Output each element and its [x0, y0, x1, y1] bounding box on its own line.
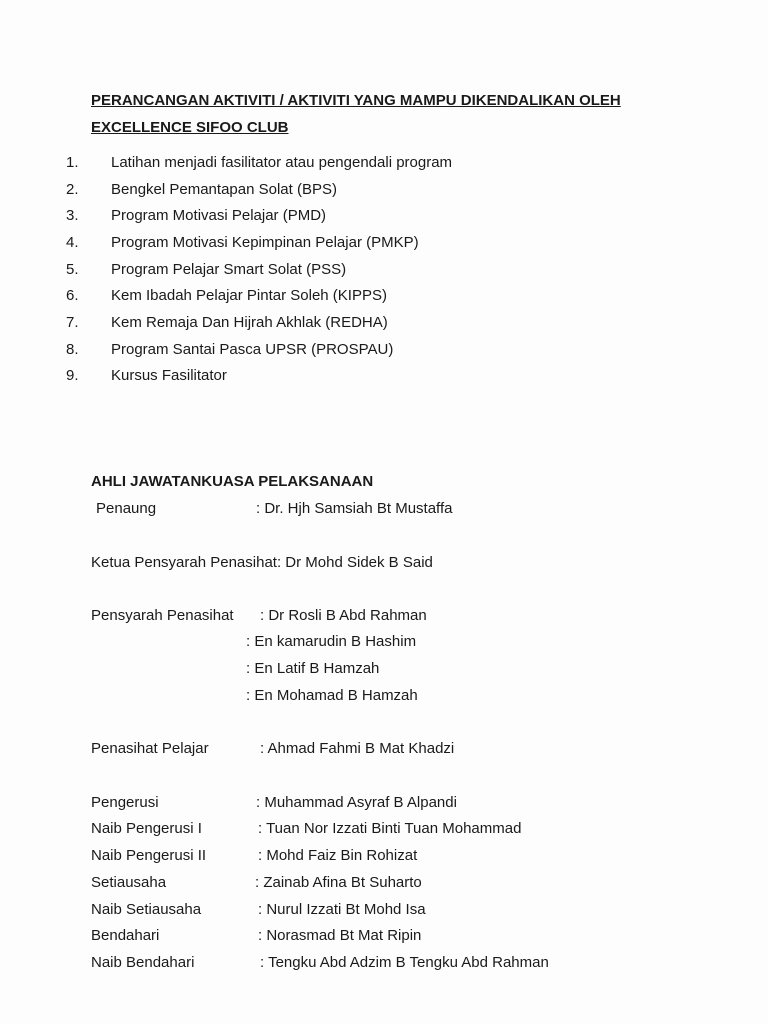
- activity-number: 2.: [66, 181, 79, 198]
- role-label: Naib Pengerusi I: [91, 820, 202, 837]
- activity-text: Program Santai Pasca UPSR (PROSPAU): [111, 341, 394, 358]
- activity-number: 6.: [66, 287, 79, 304]
- activity-text: Bengkel Pemantapan Solat (BPS): [111, 181, 337, 198]
- activity-number: 1.: [66, 154, 79, 171]
- role-value: : Zainab Afina Bt Suharto: [255, 874, 422, 891]
- role-value: : Norasmad Bt Mat Ripin: [258, 927, 422, 944]
- role-value: : Mohd Faiz Bin Rohizat: [258, 847, 418, 864]
- role-value: : En kamarudin B Hashim: [246, 633, 417, 650]
- activity-text: Kursus Fasilitator: [111, 367, 227, 384]
- activity-text: Latihan menjadi fasilitator atau pengendali program: [111, 154, 453, 171]
- role-label: Penasihat Pelajar: [91, 740, 209, 757]
- committee-title: AHLI JAWATANKUASA PELAKSANAAN: [91, 473, 374, 490]
- role-label: Naib Pengerusi II: [91, 847, 207, 864]
- role-value: : Tengku Abd Adzim B Tengku Abd Rahman: [260, 954, 549, 971]
- role-value: : Dr Rosli B Abd Rahman: [260, 607, 427, 624]
- activity-number: 9.: [66, 367, 79, 384]
- activity-text: Program Motivasi Kepimpinan Pelajar (PMKP): [111, 234, 419, 251]
- activity-number: 3.: [66, 207, 79, 224]
- activity-text: Kem Remaja Dan Hijrah Akhlak (REDHA): [111, 314, 388, 331]
- activity-text: Kem Ibadah Pelajar Pintar Soleh (KIPPS): [111, 287, 387, 304]
- role-label: Setiausaha: [91, 874, 167, 891]
- role-value: : Ahmad Fahmi B Mat Khadzi: [260, 740, 455, 757]
- role-value: : En Mohamad B Hamzah: [246, 687, 418, 704]
- role-label: Naib Bendahari: [91, 954, 195, 971]
- role-value: : En Latif B Hamzah: [246, 660, 380, 677]
- activity-number: 7.: [66, 314, 79, 331]
- activity-text: Program Pelajar Smart Solat (PSS): [111, 261, 347, 278]
- activity-number: 8.: [66, 341, 79, 358]
- role-label: Pensyarah Penasihat: [91, 607, 234, 624]
- role-line: Ketua Pensyarah Penasihat: Dr Mohd Sidek B Said: [91, 554, 433, 571]
- role-value: : Nurul Izzati Bt Mohd Isa: [258, 901, 426, 918]
- role-value: : Muhammad Asyraf B Alpandi: [256, 794, 457, 811]
- role-label: Naib Setiausaha: [91, 901, 202, 918]
- role-value: : Dr. Hjh Samsiah Bt Mustaffa: [256, 500, 453, 517]
- role-label: Pengerusi: [91, 794, 159, 811]
- activity-number: 4.: [66, 234, 79, 251]
- role-value: : Tuan Nor Izzati Binti Tuan Mohammad: [258, 820, 522, 837]
- activity-number: 5.: [66, 261, 79, 278]
- activity-text: Program Motivasi Pelajar (PMD): [111, 207, 327, 224]
- document-heading-line-2: EXCELLENCE SIFOO CLUB: [91, 119, 289, 136]
- role-label: Penaung: [96, 500, 157, 517]
- document-heading-line-1: PERANCANGAN AKTIVITI / AKTIVITI YANG MAMPU DIKENDALIKAN OLEH: [91, 92, 621, 109]
- role-label: Bendahari: [91, 927, 160, 944]
